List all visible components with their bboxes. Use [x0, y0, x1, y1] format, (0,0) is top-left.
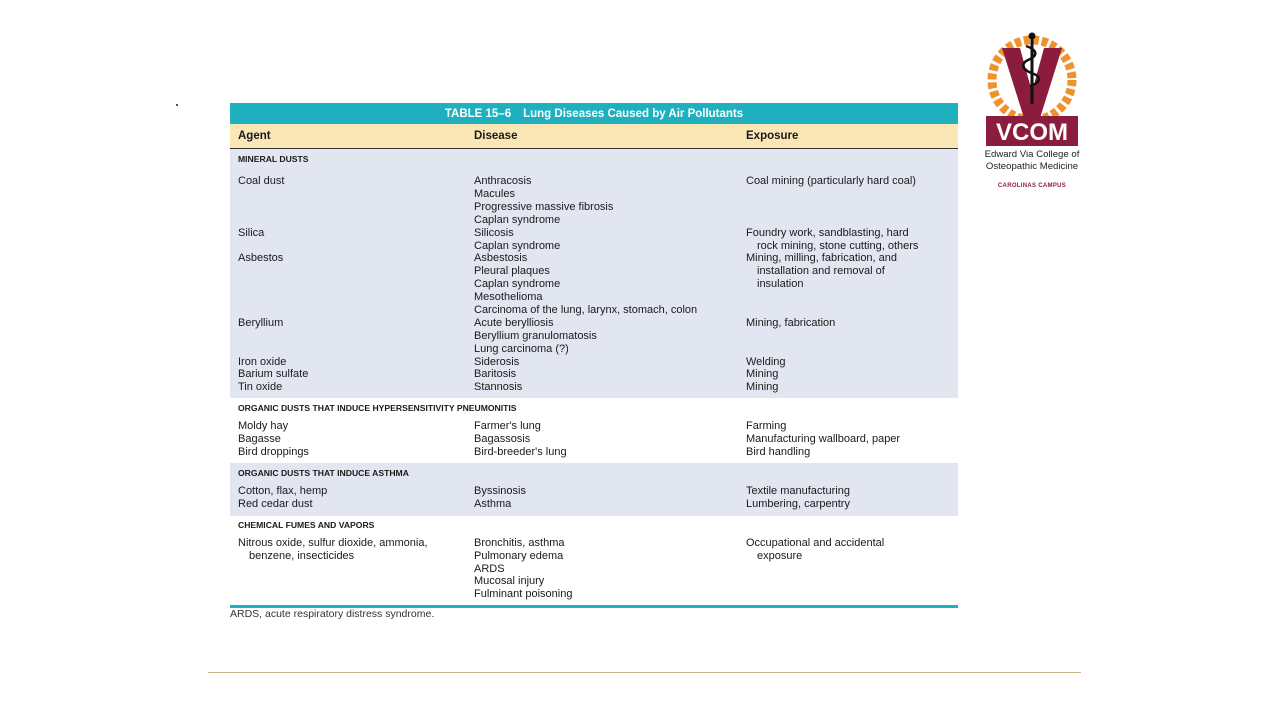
disease-cell [474, 537, 572, 602]
cell-line: ARDS [474, 562, 505, 575]
agent-cell [238, 485, 327, 498]
cell-line: Bird handling [746, 446, 811, 459]
cell-line: Pleural plaques [474, 265, 550, 278]
cell-line: Asbestos [238, 252, 284, 265]
exposure-cell [746, 420, 786, 433]
exposure-cell [746, 356, 786, 369]
table-row [230, 175, 958, 227]
cell-line: Foundry work, sandblasting, hard [746, 226, 909, 239]
cell-line: Mucosal injury [474, 575, 545, 588]
cell-line: Fulminant poisoning [474, 588, 573, 601]
table-row [230, 381, 958, 394]
disease-cell [474, 175, 613, 227]
cell-line: Macules [474, 187, 515, 200]
disease-cell [474, 446, 567, 459]
cell-line: Moldy hay [238, 420, 289, 433]
table-title-bar [230, 103, 958, 124]
agent-cell [238, 175, 284, 188]
cell-line: Lumbering, carpentry [746, 497, 850, 510]
disease-cell [474, 317, 597, 356]
logo-campus: CAROLINAS CAMPUS [997, 183, 1067, 189]
cell-line: Mining [746, 381, 779, 394]
table-row [230, 227, 958, 253]
agent-cell [238, 537, 428, 563]
cell-line: Stannosis [474, 381, 523, 394]
exposure-cell [746, 485, 850, 498]
agent-cell [238, 433, 281, 446]
table-header-row [230, 124, 958, 149]
cell-line: Farmer's lung [474, 420, 541, 433]
agent-cell [238, 446, 309, 459]
logo-name-line2: Osteopathic Medicine [985, 161, 1079, 172]
vcom-emblem-icon [984, 30, 1080, 148]
cell-line: Nitrous oxide, sulfur dioxide, ammonia, [238, 536, 428, 549]
disease-cell [474, 252, 697, 317]
cell-line: Cotton, flax, hemp [238, 484, 328, 497]
cell-line: Bird droppings [238, 446, 309, 459]
cell-line: Mining [746, 368, 779, 381]
exposure-cell [746, 433, 900, 446]
agent-cell [238, 252, 283, 265]
exposure-cell [746, 368, 778, 381]
table-section [230, 149, 958, 398]
logo-name-line1: Edward Via College of [984, 149, 1080, 160]
section-heading-text: ORGANIC DUSTS THAT INDUCE HYPERSENSITIVITY PNEUMONITIS [238, 403, 517, 414]
table-section [230, 516, 958, 606]
disease-cell [474, 433, 530, 446]
section-heading [230, 516, 958, 535]
table-footnote: ARDS, acute respiratory distress syndrome. [230, 608, 435, 620]
cell-line: Caplan syndrome [474, 278, 561, 291]
cell-line: insulation [757, 278, 804, 291]
section-heading-text: CHEMICAL FUMES AND VAPORS [238, 519, 375, 530]
agent-cell [238, 381, 282, 394]
table-row [230, 420, 958, 433]
cell-line: Pulmonary edema [474, 549, 564, 562]
cell-line: Byssinosis [474, 484, 526, 497]
cell-line: installation and removal of [757, 265, 885, 278]
table-row [230, 485, 958, 498]
cell-line: Textile manufacturing [746, 484, 850, 497]
cell-line: benzene, insecticides [249, 549, 355, 562]
table-row [230, 356, 958, 369]
table-row [230, 433, 958, 446]
cell-line: Caplan syndrome [474, 239, 561, 252]
cell-line: Asthma [474, 497, 512, 510]
disease-cell [474, 498, 511, 511]
table-section [230, 463, 958, 516]
disease-cell [474, 381, 522, 394]
stray-dot [176, 104, 178, 106]
cell-line: Welding [746, 355, 786, 368]
cell-line: Silicosis [474, 226, 514, 239]
table-row [230, 317, 958, 356]
cell-line: Coal mining (particularly hard coal) [746, 175, 916, 187]
cell-line: Caplan syndrome [474, 213, 561, 226]
disease-cell [474, 356, 519, 369]
cell-line: Anthracosis [474, 175, 532, 187]
table-number: TABLE 15–6 [444, 107, 512, 120]
logo-acronym: VCOM [996, 119, 1068, 146]
agent-cell [238, 356, 286, 369]
cell-line: Bird-breeder's lung [474, 446, 567, 459]
cell-line: Baritosis [474, 368, 517, 381]
agent-cell [238, 498, 313, 511]
table-row [230, 498, 958, 511]
cell-line: Mesothelioma [474, 291, 543, 304]
table-row [230, 446, 958, 459]
cell-line: Lung carcinoma (?) [474, 342, 569, 355]
cell-line: Occupational and accidental [746, 536, 885, 549]
table-row [230, 537, 958, 602]
agent-cell [238, 420, 288, 433]
cell-line: Asbestosis [474, 252, 528, 265]
exposure-cell [746, 227, 918, 253]
cell-line: Coal dust [238, 175, 285, 187]
cell-line: exposure [757, 549, 803, 562]
disease-cell [474, 227, 560, 253]
logo-college-name [982, 149, 1082, 173]
cell-line: Tin oxide [238, 381, 283, 394]
cell-line: rock mining, stone cutting, others [757, 239, 919, 252]
cell-line: Progressive massive fibrosis [474, 200, 614, 213]
agent-cell [238, 317, 283, 330]
vcom-logo [982, 30, 1082, 195]
disease-cell [474, 368, 516, 381]
cell-line: Silica [238, 226, 265, 239]
section-heading [230, 149, 958, 170]
cell-line: Siderosis [474, 355, 520, 368]
cell-line: Red cedar dust [238, 497, 313, 510]
agent-cell [238, 227, 264, 240]
cell-line: Carcinoma of the lung, larynx, stomach, colon [474, 304, 698, 317]
disease-cell [474, 420, 541, 433]
table-title: Lung Diseases Caused by Air Pollutants [523, 107, 744, 120]
section-heading [230, 463, 958, 483]
table-section [230, 398, 958, 463]
agent-cell [238, 368, 308, 381]
cell-line: Barium sulfate [238, 368, 309, 381]
cell-line: Mining, milling, fabrication, and [746, 252, 898, 265]
cell-line: Beryllium [238, 316, 284, 329]
cell-line: Beryllium granulomatosis [474, 329, 597, 342]
cell-line: Bronchitis, asthma [474, 536, 565, 549]
cell-line: Manufacturing wallboard, paper [746, 433, 901, 446]
cell-line: Bagassosis [474, 433, 531, 446]
header-agent: Agent [238, 130, 271, 142]
exposure-cell [746, 175, 916, 188]
section-heading-text: MINERAL DUSTS [238, 154, 309, 164]
exposure-cell [746, 498, 850, 511]
exposure-cell [746, 252, 897, 291]
section-heading-text: ORGANIC DUSTS THAT INDUCE ASTHMA [238, 467, 409, 478]
header-disease: Disease [474, 130, 518, 142]
exposure-cell [746, 381, 778, 394]
cell-line: Iron oxide [238, 355, 287, 368]
cell-line: Farming [746, 420, 787, 433]
disease-cell [474, 485, 526, 498]
header-exposure: Exposure [746, 130, 799, 142]
table-row [230, 252, 958, 317]
cell-line: Acute berylliosis [474, 316, 554, 329]
pollutant-table [230, 103, 958, 608]
cell-line: Bagasse [238, 433, 281, 446]
table-body [230, 149, 958, 605]
table-row [230, 368, 958, 381]
cell-line: Mining, fabrication [746, 316, 836, 329]
exposure-cell [746, 446, 810, 459]
page-divider [208, 672, 1081, 673]
section-heading [230, 398, 958, 418]
exposure-cell [746, 537, 884, 563]
exposure-cell [746, 317, 835, 330]
